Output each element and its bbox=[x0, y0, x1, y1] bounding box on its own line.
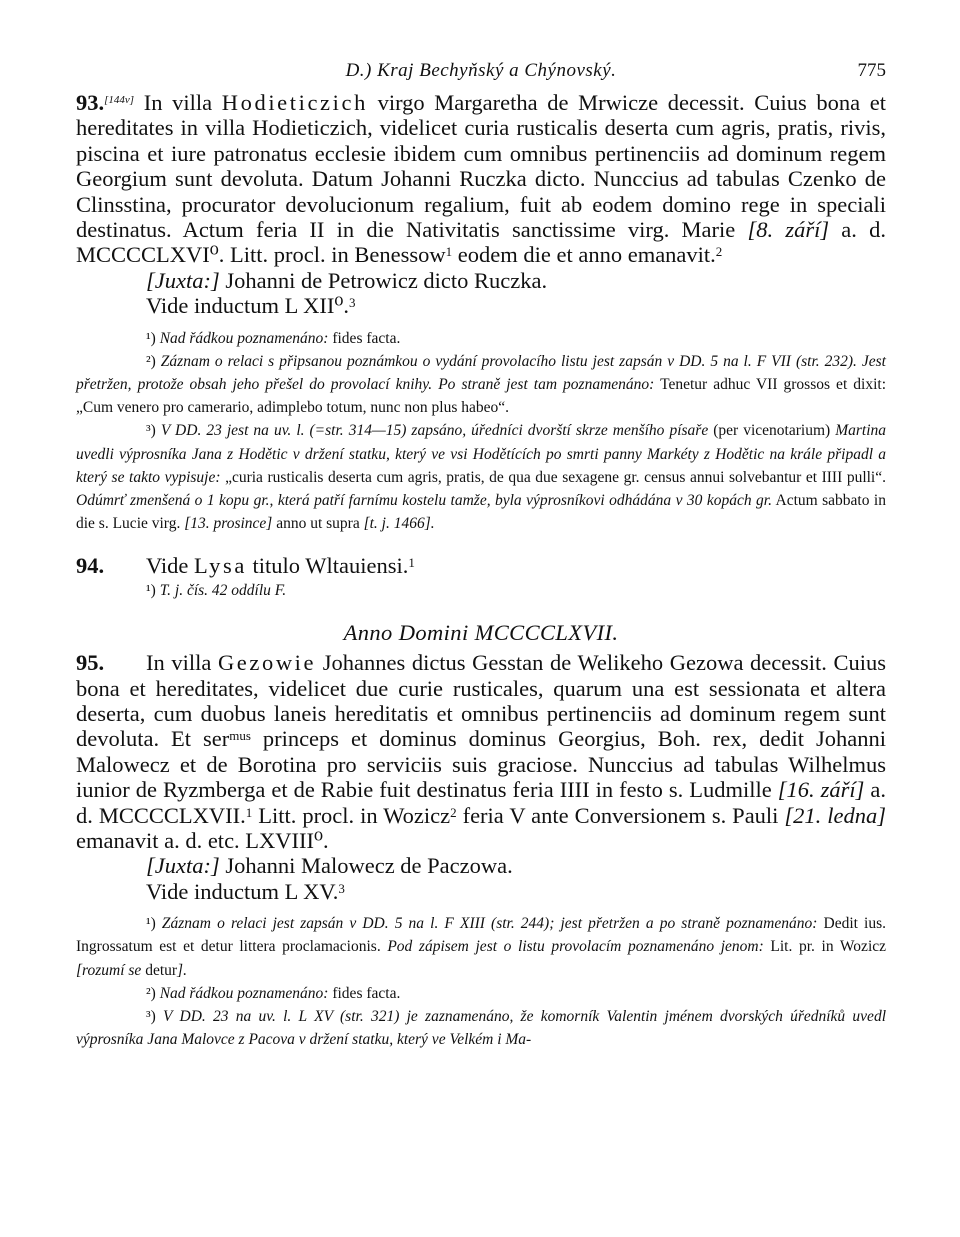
footnote-text: (per vicenotarium) bbox=[708, 422, 836, 440]
footnote-mark: ³) bbox=[146, 1007, 156, 1025]
entry-text: emanavit a. d. etc. LXVIII⁰. bbox=[76, 827, 329, 853]
footnote-1 bbox=[76, 579, 886, 602]
juxta-text: Johanni Malowecz de Paczowa. bbox=[219, 853, 513, 879]
entry-text: In villa bbox=[134, 90, 222, 115]
footnote-2 bbox=[76, 982, 886, 1005]
footnote-text: fides facta. bbox=[328, 984, 401, 1002]
footnote-italic: Záznam o relaci jest zapsán v DD. 5 na l. F XIII (str. 244); jest přetržen a po straně poznamenáno: bbox=[155, 915, 818, 933]
footnote-italic: T. j. čís. 42 oddílu F. bbox=[155, 581, 287, 599]
footnote-ref: 1 bbox=[245, 804, 253, 820]
footnote-text: „curia rusticalis deserta cum agris, pratis, de qua due sexagene gr. census annui solvebantur et IIII pulli“. bbox=[220, 468, 886, 486]
entry-text: Litt. procl. in Wozicz bbox=[252, 802, 451, 828]
entry-text: eodem die et anno emanavit. bbox=[452, 242, 716, 268]
footnote-italic: Nad řádkou poznamenáno: bbox=[155, 984, 329, 1002]
page-number: 775 bbox=[857, 60, 886, 81]
superscript: mus bbox=[229, 728, 251, 744]
footnote-3 bbox=[76, 419, 886, 535]
footnote-3 bbox=[76, 1005, 886, 1051]
vide-line bbox=[76, 293, 886, 318]
footnote-1 bbox=[76, 327, 886, 350]
footnote-mark: ¹) bbox=[146, 915, 156, 933]
entry-text: feria V ante Conversionem s. Pauli bbox=[456, 802, 785, 828]
footnote-italic: Martina uvedli výprosníka Jana z Hodětic v držení statku, který ve vsi Hodětících po smrti panny Markéty z Hodětic na krále připadl a který se takto vypisuje: bbox=[76, 422, 886, 486]
date-annotation: [16. září] bbox=[777, 777, 865, 803]
footnote-text: detur bbox=[141, 961, 178, 979]
footnote-text: anno ut supra bbox=[272, 515, 364, 533]
footnote-text: Lit. pr. in Wozicz bbox=[763, 938, 887, 956]
footnote-text: Actum sabbato in die s. Lucie virg. bbox=[76, 492, 886, 533]
document-page bbox=[76, 60, 886, 1051]
footnote-mark: ³) bbox=[146, 422, 156, 440]
footnote-mark: ²) bbox=[146, 352, 156, 370]
footnote-text: fides facta. bbox=[328, 329, 401, 347]
footnote-italic: V DD. 23 na uv. l. L XV (str. 321) je zaznamenáno, že komorník Valentin jménem dvorských úředníků uvedl výprosníka Jana Malovce z Pacova v držení statku, který ve Velkém i Ma- bbox=[76, 1007, 886, 1049]
place-name: Hodieticzich bbox=[221, 90, 368, 115]
footnote-mark: ¹) bbox=[146, 581, 156, 599]
place-name: Gezowie bbox=[217, 650, 317, 676]
entry-text: Vide bbox=[146, 553, 195, 579]
juxta-label: [Juxta:] bbox=[146, 853, 220, 879]
footnote-ref: 3 bbox=[338, 880, 345, 896]
footnote-2 bbox=[76, 350, 886, 420]
footnote-italic: [rozumí se bbox=[76, 961, 142, 979]
footnote-ref: 1 bbox=[408, 555, 415, 571]
folio-ref: [144v] bbox=[104, 94, 135, 106]
date-annotation: [8. září] bbox=[747, 217, 830, 243]
footnote-italic: ]. bbox=[177, 961, 187, 979]
footnote-ref: 1 bbox=[445, 244, 453, 260]
footnote-italic: Pod zápisem jest o listu provolacím poznamenáno jenom: bbox=[387, 938, 764, 956]
footnote-ref: 2 bbox=[450, 804, 457, 820]
footnote-italic: Nad řádkou poznamenáno: bbox=[155, 329, 329, 347]
juxta-text: Johanni de Petrowicz dicto Ruczka. bbox=[219, 267, 548, 293]
entry-text: a. d. MCCCCLXVII. bbox=[76, 777, 886, 828]
entry-text: virgo Margaretha de Mrwicze decessit. Cuius bona et hereditates in villa Hodieticzich, videlicet curia rusticalis deserta cum agris, pratis, rivis, piscina et iure patronatus ecclesie ibidem cum omnibus pertinenciis ad dominum regem Georgium sunt devoluta. Datum Johanni Ruczka dicto. Nunccius ad tabulas Czenko de Clinsstina, procurator devolucionum regalium, fuit ab eodem domino rege in speciali destinatus. Actum feria II in die Nativitatis sanctissime virg. Marie bbox=[76, 90, 887, 243]
footnote-mark: ²) bbox=[146, 984, 156, 1002]
footnote-1 bbox=[76, 912, 886, 982]
footnote-text: Tenetur adhuc VII grossos et dixit: „Cum venero pro camerario, adimplebo totum, nunc non plus habeo“. bbox=[76, 376, 886, 417]
entry-number: 94. bbox=[76, 553, 105, 579]
vide-text: Vide inductum L XV. bbox=[146, 878, 339, 904]
entry-text: titulo Wltauiensi. bbox=[246, 553, 409, 579]
entry-text: Johannes dictus Gesstan de Welikeho Gezowa decessit. Cuius bona et hereditates, videlicet due curie rusticales, quarum una est sessionata et altera deserta, cum duobus laneis hereditatis et omnibus pertinenciis ad dominum regem sunt devoluta. Et ser bbox=[76, 650, 887, 752]
entry-number: 95. bbox=[76, 650, 105, 676]
footnote-italic: Záznam o relaci s připsanou poznámkou o vydání provolacího listu jest zapsán v DD. 5 na l. F VII (str. 232). Jest přetržen, protože obsah jeho přešel do provolací knihy. Po straně jest tam poznamenáno: bbox=[76, 352, 886, 394]
entry-text: a. d. MCCCCLXVI⁰. Litt. procl. in Benessow bbox=[76, 217, 886, 268]
entry-95-text bbox=[76, 650, 886, 853]
entry-text: In villa bbox=[146, 650, 218, 676]
footnote-ref: 3 bbox=[349, 295, 356, 311]
footnote-text: Dedit ius. Ingrossatum est et detur littera proclamacionis. bbox=[76, 915, 886, 956]
vide-line bbox=[76, 879, 886, 904]
entry-number: 93. bbox=[76, 90, 105, 115]
running-title: D.) Kraj Bechyňský a Chýnovský. bbox=[345, 60, 617, 81]
entry-93-text bbox=[76, 90, 886, 268]
footnote-italic: V DD. 23 jest na uv. l. (=str. 314—15) zapsáno, úředníci dvorští skrze menšího písaře bbox=[155, 422, 709, 440]
footnote-mark: ¹) bbox=[146, 329, 156, 347]
juxta-line bbox=[76, 268, 886, 293]
juxta-label: [Juxta:] bbox=[146, 267, 220, 293]
footnote-italic: Odúmrť zmenšená o 1 kopu gr., která patří farnímu kostelu tamže, byla výprosníkovi odhádána v 30 kopách gr. bbox=[76, 492, 772, 510]
running-header bbox=[76, 60, 886, 90]
footnote-italic: [13. prosince] bbox=[184, 515, 273, 533]
entry-text: princeps et dominus dominus Georgius, Boh. rex, dedit Johanni Malowecz et de Borotina pro serviciis suis graciose. Nunccius ad tabulas Wilhelmus iunior de Ryzmberga et de Rabie fuit destinatus feria IIII in festo s. Ludmille bbox=[76, 726, 886, 803]
footnote-italic: [t. j. 1466]. bbox=[363, 515, 435, 533]
entry-94-text bbox=[76, 553, 886, 578]
footnote-ref: 2 bbox=[715, 244, 723, 260]
place-name: Lysa bbox=[194, 553, 247, 579]
year-heading: Anno Domini MCCCCLXVII. bbox=[343, 620, 619, 646]
juxta-line bbox=[76, 853, 886, 878]
date-annotation: [21. ledna] bbox=[784, 802, 887, 828]
vide-text: Vide inductum L XII⁰. bbox=[146, 293, 350, 319]
